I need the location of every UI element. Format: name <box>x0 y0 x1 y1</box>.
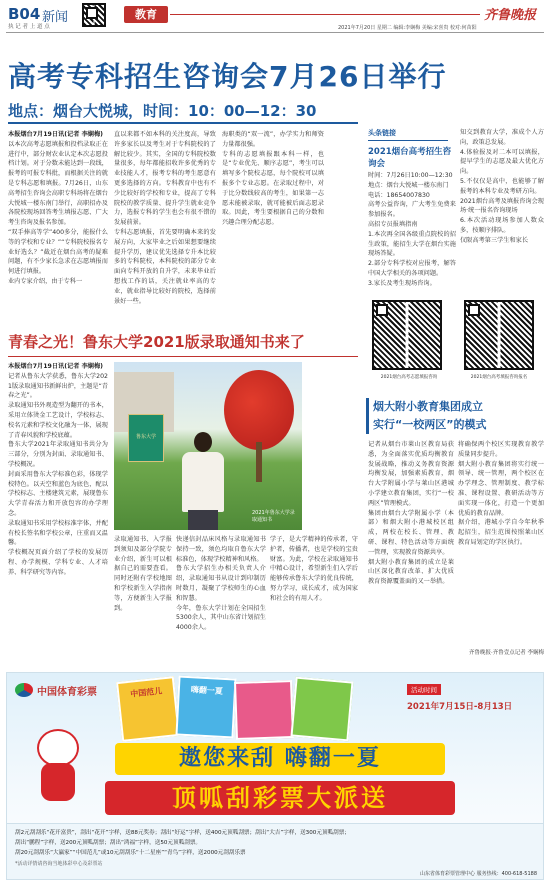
ad-headline-2 <box>105 781 455 815</box>
story2-column-3: 快递信封品床风格与录取通知书保持一致，须色均取自鲁东大学标准色，体现学校精神和风格。 鲁东大学招生办相关负责人介绍，录取通知书从设计到印制历时数月，凝聚了学校师生的心血和智慧。 今年，鲁东大学计划在全国招生5300余人，其中山东省计划招生4000余人。 <box>176 536 266 632</box>
newspaper-logo: 齐鲁晚报 <box>484 8 537 23</box>
section-tab-label: 教育 <box>135 8 157 21</box>
lead-column-1 <box>8 130 108 328</box>
ad-footer-strip <box>7 823 544 880</box>
story2-headline: 青春之光！鲁东大学2021版录取通知书来了 <box>8 333 305 351</box>
story3-column-2: 将确保两个校区实现教育教学质量同步提升。 烟大附小教育集团将实行统一领导、统一管理，两个校区在办学理念、管理制度、教学标准、课程设置、教研活动等方面实现一体化，打造一个更加优质的教育品牌。 据介绍，港城小学自今年秋季起招生，招生范围按照莱山区教育局划定的学区执行。 <box>458 441 544 546</box>
ad-ticket-3 <box>234 680 294 740</box>
editor-line: 执 记 者 上 道 点 <box>8 24 50 30</box>
lead-column-2: 直以来都不如本科的关注度高，导致许多家长以及考生对于专科院校的了解比较少。其实，全国的专科院校数量很多，每年都能招收许多优秀的专业技能人才，报考专科的考生愿意有更多选择的方向。专科教育中也有不少比较好的学校和专业，提高了专科院校的教学质量、提升学生就业竞争力，选报专科的学生也会有很不错的发展前景。 专科志愿填报，首先要明确本来的发展方向，大家毕业之后如果想要继续提升学历，建议优先选择专升本比较多的专科院校，本科院校的部分专业面向专科开放的自升学，未来毕业后想找工作的话，关注就业率高的专业，就业指导比较好的院校，选择前景好一些。 <box>114 131 216 305</box>
story2-column-2: 录取通知书、入学报到须知及部分学院专业介绍，新生可以根据自己的需要查看。同时还附有学校地图和学校新生入学指南等，方便新生入学报到。 <box>114 536 172 612</box>
sidebar-body: 高考公益咨询，广大考生免费来参加报名。 高招专员报填指南 1.本次再全国各级重点院校的招生政策，能招生大学在烟台实施现场答疑。 2.部分专科学校对应报考，解答中国大学相关的各项问题。 3.家长及考生现场咨询。 <box>368 201 456 287</box>
ad-org-name: 中国体育彩票 <box>37 687 97 698</box>
mascot-body <box>41 763 75 801</box>
lead-byline: 本报烟台7月19日讯(记者 李娴梅) <box>8 131 103 138</box>
ad-footer-line-2: 刮出“鹏程”字样，送200元顶呱刮票；刮出“鸿福”字样，送50元顶呱刮票。 <box>15 840 202 846</box>
date-line: 2021年7月20日 星期二 编辑:李娴梅 美编:宋喜贵 校对:何苗阳 <box>338 25 477 31</box>
ad-headline-2-text: 顶呱刮彩票大派送 <box>172 784 388 812</box>
section-name: 新闻 <box>42 10 69 25</box>
section-tab <box>124 6 168 23</box>
ad-ticket-1-label: 中国范儿 <box>129 686 163 699</box>
story2-rule <box>8 356 358 357</box>
story2-column-4: 学子，是大学精神的传承者，守护者，传播者，也是学校的宝贵财富。为此，学校在录取通知书中精心设计，希望新生们入学后能够传承鲁东大学的优良传统，努力学习，成长成才，成为国家和社会的有用人才。 <box>270 536 358 602</box>
sidebar-column-2: 知交到教育大学，准成个人方向，政策总发展。 4.体验报及对二本可以填报，提早学生的志愿及最大优化方向。 5.不仅仅是高中，也能够了解报考的本科专业及考研方向。 2021烟台高考及填报咨询会现场·统一报名咨询现场 6.本次活动现场参加人数众多，按顺序排队。 仅限高考第三学生和家长 <box>460 129 544 244</box>
page-number: B04 <box>8 5 41 23</box>
ad-ticket-2 <box>175 676 236 739</box>
photo-letter-card <box>128 414 164 462</box>
ad-ticket-4 <box>290 677 353 742</box>
ad-mascot <box>27 729 89 803</box>
header-rule <box>6 32 544 33</box>
page-header <box>0 0 550 30</box>
lead-text-1: 以本次高考志愿填报和投档录取正在进行中，部分财农业认定本次志愿投档计划。对于分数未能达到一段线，报考的可报专科批，而根据关注的就是专科志愿和填报。7月26日，山东高考招生咨询会高职专科场将在烟台大悦城一楼东南门举行，高职招办及各院校现场回答考生填报志愿、广大考生咨询及报名参加。 “双手捧高等学”400多分，能报什么等的学校和专业？”“专科院校报名专业好选么？”截近在烟台高考的疑难问题，有不少家长急求在志愿填报而何进行填报。 业内专家介绍，由于专科一 <box>8 140 108 285</box>
ad-note: *活动详情请咨询当地体彩中心及彩票站 <box>15 861 103 867</box>
photo-caption: 2021年鲁东大学录取通知书 <box>252 510 295 523</box>
ad-org-logo-mark <box>15 683 33 697</box>
sidebar-label: 头条链接 <box>368 128 448 141</box>
person-legs <box>188 510 218 530</box>
photo-trunk <box>256 442 262 482</box>
person-body <box>182 452 224 512</box>
sidebar-title: 2021烟台高考招生咨询会 <box>368 147 452 169</box>
ad-event-label: 活动时间 <box>407 684 441 695</box>
story2-photo <box>114 362 302 530</box>
person-head <box>194 432 212 452</box>
qr-code-1 <box>372 300 442 370</box>
photo-tree <box>224 370 294 450</box>
sidebar-phone: 电话：18654007830 <box>368 191 430 199</box>
ad-headline-1 <box>115 743 445 775</box>
story2-byline: 本报烟台7月19日讯(记者 李娴梅) <box>8 363 103 370</box>
photo-person <box>172 432 232 530</box>
header-qr-code <box>82 3 106 27</box>
lead-column-3: 海职类的“双一流”，办学实力和师资力量都很强。 专科的志愿填报跟本科一样，也是“专业优先、顺序志愿”，考生可以填写多个院校志愿，每个院校可以填报多个专业志愿。在录取过程中，对于比分数线较高的考生，如果第一志愿未能被录取，就可能被后面志愿录取。因此，考生要根据自己的分数和兴趣合理分配志愿。 <box>222 131 324 227</box>
ad-ticket-1 <box>116 676 180 742</box>
story3-bar <box>366 398 369 434</box>
tab-rule <box>170 14 480 15</box>
story3-headline-1: 烟大附小教育集团成立 <box>373 400 483 413</box>
mascot-head <box>37 729 79 767</box>
story2-text-1: 记者从鲁东大学获悉，鲁东大学2021版录取通知书新鲜出炉，主题是“青春之光”。 录取通知书外观造型为翻开的书本，采用立体烫金工艺设计，学校标志、校名元素和学校文化融为一体，展现了青春风貌和学校底蕴。 鲁东大学2021年录取通知书共分为三部分，分别为封面、录取通知书、学校概况。 封面采用鲁东大学标准色彩，体现学校特色。以天空和蓝色为底色，配以学校标志、主楼建筑元素，展现鲁东大学青春活力和开放包容的办学理念。 录取通知书采用学校标准字体，并配有校长签名和学校公章，庄重而又温馨。 学校概况页面介绍了学校的发展历程、办学规模、学科专业、人才培养、科学研究等内容。 <box>8 372 108 576</box>
qr-caption-1: 2021烟台高考志愿填报咨询 <box>380 375 438 380</box>
qr-caption-2: 2021烟台高考填报咨询报名 <box>470 375 528 380</box>
sidebar-place: 地点：烟台大悦城一楼东南门 <box>368 181 449 189</box>
qr-code-2 <box>464 300 534 370</box>
story3-headline-2: 实行“一校两区”的模式 <box>373 418 487 431</box>
ad-ticket-2-label: 嗨翻一夏 <box>190 685 224 696</box>
story3-byline: 齐鲁晚报·齐鲁壹点记者 李娴梅 <box>469 650 544 656</box>
lead-subtitle: 地点：烟台大悦城，时间：10：00—12：30 <box>8 102 317 120</box>
ad-event-dates: 2021年7月15日-8月13日 <box>407 702 513 712</box>
ad-hotline: 山东省体育彩票管理中心 服务热线：400-618-5188 <box>419 871 537 877</box>
ad-footer-line-1: 刮2元刮刮乐“花开富贵”，刮出“花开”字样，送88元奖券；刮出“好运”字样，送400元顶呱刮票；刮出“大吉”字样，送300元顶呱刮票； <box>15 830 350 836</box>
story2-column-1 <box>8 362 108 670</box>
story3-column-1: 记者从烟台市莱山区教育局获悉，为全面落实优质均衡教育发展战略，推动义务教育资源均衡发展，加强素质教育，烟台大学附属小学与莱山区港城小学建立教育集团，实行“一校两区”管理模式。 集团由烟台大学附属小学（本部）和烟大附小港城校区组成，两校在校长、管理、教研、课程、特色活动等方面统一管理，实现教育资源共享。 烟大附小教育集团的成立是莱山区深化教育改革、扩大优质教育资源覆盖面的又一举措。 <box>368 441 454 586</box>
ad-footer-line-3: 刮20元刮刮乐“大赢家”“中国范儿”或10元刮刮乐“十二星座”“青鸟”字样，送2000元刮刮乐票 <box>15 850 246 856</box>
letter-card-title: 鲁东大学 <box>135 434 156 440</box>
lead-headline: 高考专科招生咨询会7月26日举行 <box>8 60 447 93</box>
ad-event-box <box>407 677 537 723</box>
lead-rule <box>8 122 358 124</box>
sidebar-time: 时间：7月26日10:00—12:30 <box>368 172 453 179</box>
lottery-ad <box>6 672 544 880</box>
ad-headline-1-text: 遨您来刮 嗨翻一夏 <box>179 746 381 771</box>
